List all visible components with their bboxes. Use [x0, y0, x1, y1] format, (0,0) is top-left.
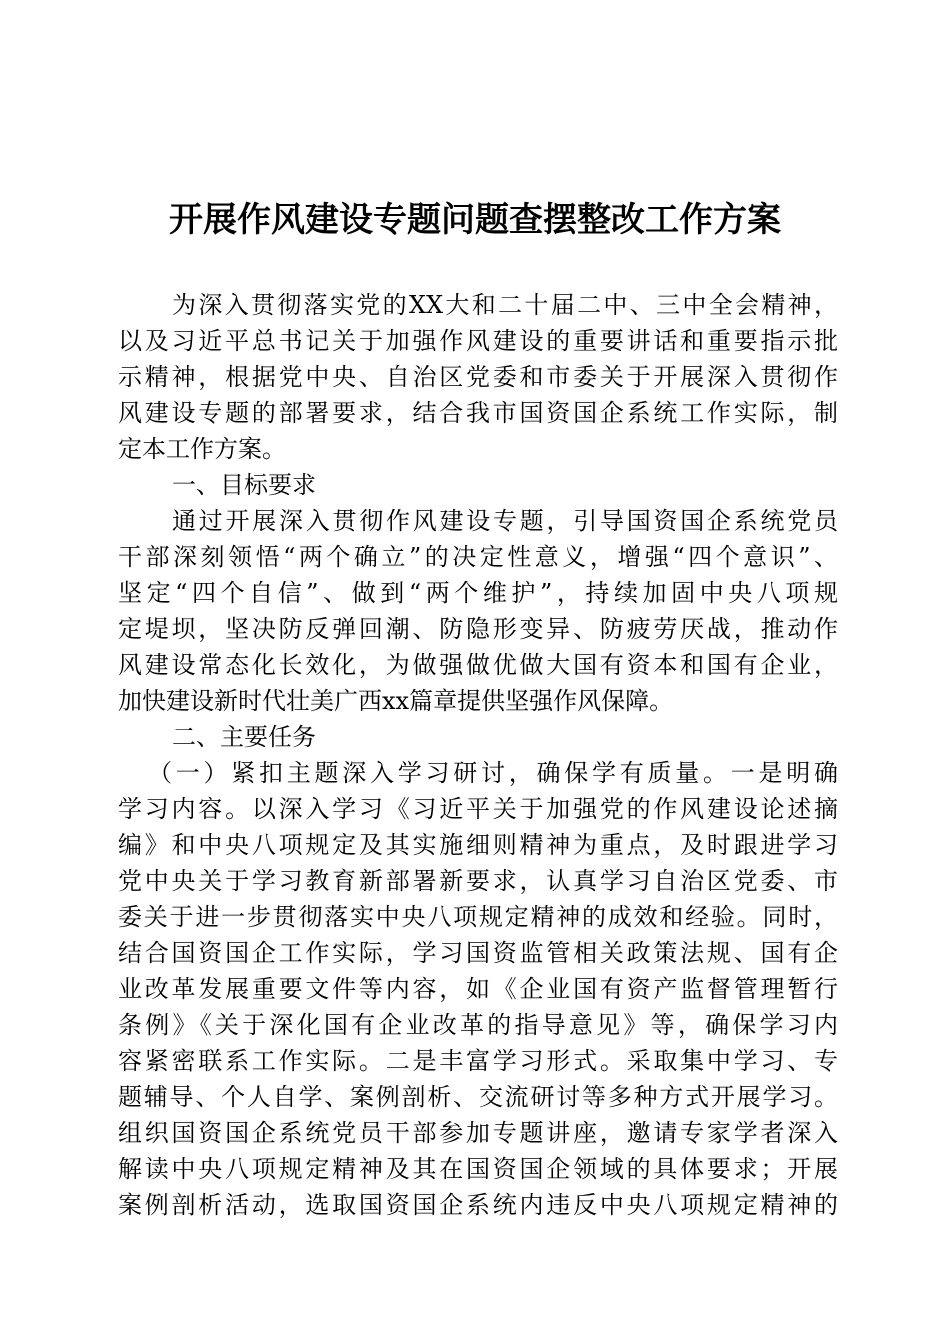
paragraph-line: 定本工作方案。: [118, 435, 286, 463]
paragraph-line: 风建设常态化长效化，为做强做优做大国有资本和国有企业，: [118, 651, 838, 679]
paragraph-line: （一）紧扣主题深入学习研讨，确保学有质量。一是明确: [148, 759, 838, 787]
paragraph-line: 干部深刻领悟“两个确立”的决定性意义，增强“四个意识”、: [118, 543, 838, 571]
document-title: 开展作风建设专题问题查摆整改工作方案: [169, 200, 781, 240]
paragraph-line: 委关于进一步贯彻落实中央八项规定精神的成效和经验。同时，: [118, 903, 838, 931]
paragraph-line: 坚定“四个自信”、做到“两个维护”，持续加固中央八项规: [118, 579, 838, 607]
paragraph-line: 定堤坝，坚决防反弹回潮、防隐形变异、防疲劳厌战，推动作: [118, 615, 838, 643]
paragraph-line: 学习内容。以深入学习《习近平关于加强党的作风建设论述摘: [118, 795, 838, 823]
paragraph-line: 示精神，根据党中央、自治区党委和市委关于开展深入贯彻作: [118, 363, 838, 391]
paragraph-line: 以及习近平总书记关于加强作风建设的重要讲话和重要指示批: [118, 327, 838, 355]
paragraph-line: 题辅导、个人自学、案例剖析、交流研讨等多种方式开展学习。: [118, 1083, 838, 1111]
paragraph-line: 为深入贯彻落实党的XX大和二十届二中、三中全会精神，: [172, 291, 838, 319]
paragraph-line: 通过开展深入贯彻作风建设专题，引导国资国企系统党员: [172, 507, 838, 535]
document-body: [118, 287, 838, 1223]
section-heading: 一、目标要求: [172, 471, 316, 499]
paragraph-line: 加快建设新时代壮美广西xx篇章提供坚强作风保障。: [118, 687, 674, 715]
paragraph-line: 党中央关于学习教育新部署新要求，认真学习自治区党委、市: [118, 867, 838, 895]
paragraph-line: 结合国资国企工作实际，学习国资监管相关政策法规、国有企: [118, 939, 838, 967]
paragraph-line: 编》和中央八项规定及其实施细则精神为重点，及时跟进学习: [118, 831, 838, 859]
paragraph-line: 容紧密联系工作实际。二是丰富学习形式。采取集中学习、专: [118, 1047, 838, 1075]
paragraph-line: 解读中央八项规定精神及其在国资国企领域的具体要求；开展: [118, 1155, 838, 1183]
paragraph-line: 条例》《关于深化国有企业改革的指导意见》等，确保学习内: [118, 1011, 838, 1039]
paragraph-line: 业改革发展重要文件等内容，如《企业国有资产监督管理暂行: [118, 975, 838, 1003]
section-heading: 二、主要任务: [172, 723, 316, 751]
paragraph-line: 风建设专题的部署要求，结合我市国资国企系统工作实际，制: [118, 399, 838, 427]
paragraph-line: 案例剖析活动，选取国资国企系统内违反中央八项规定精神的: [118, 1191, 838, 1219]
paragraph-line: 组织国资国企系统党员干部参加专题讲座，邀请专家学者深入: [118, 1119, 838, 1147]
